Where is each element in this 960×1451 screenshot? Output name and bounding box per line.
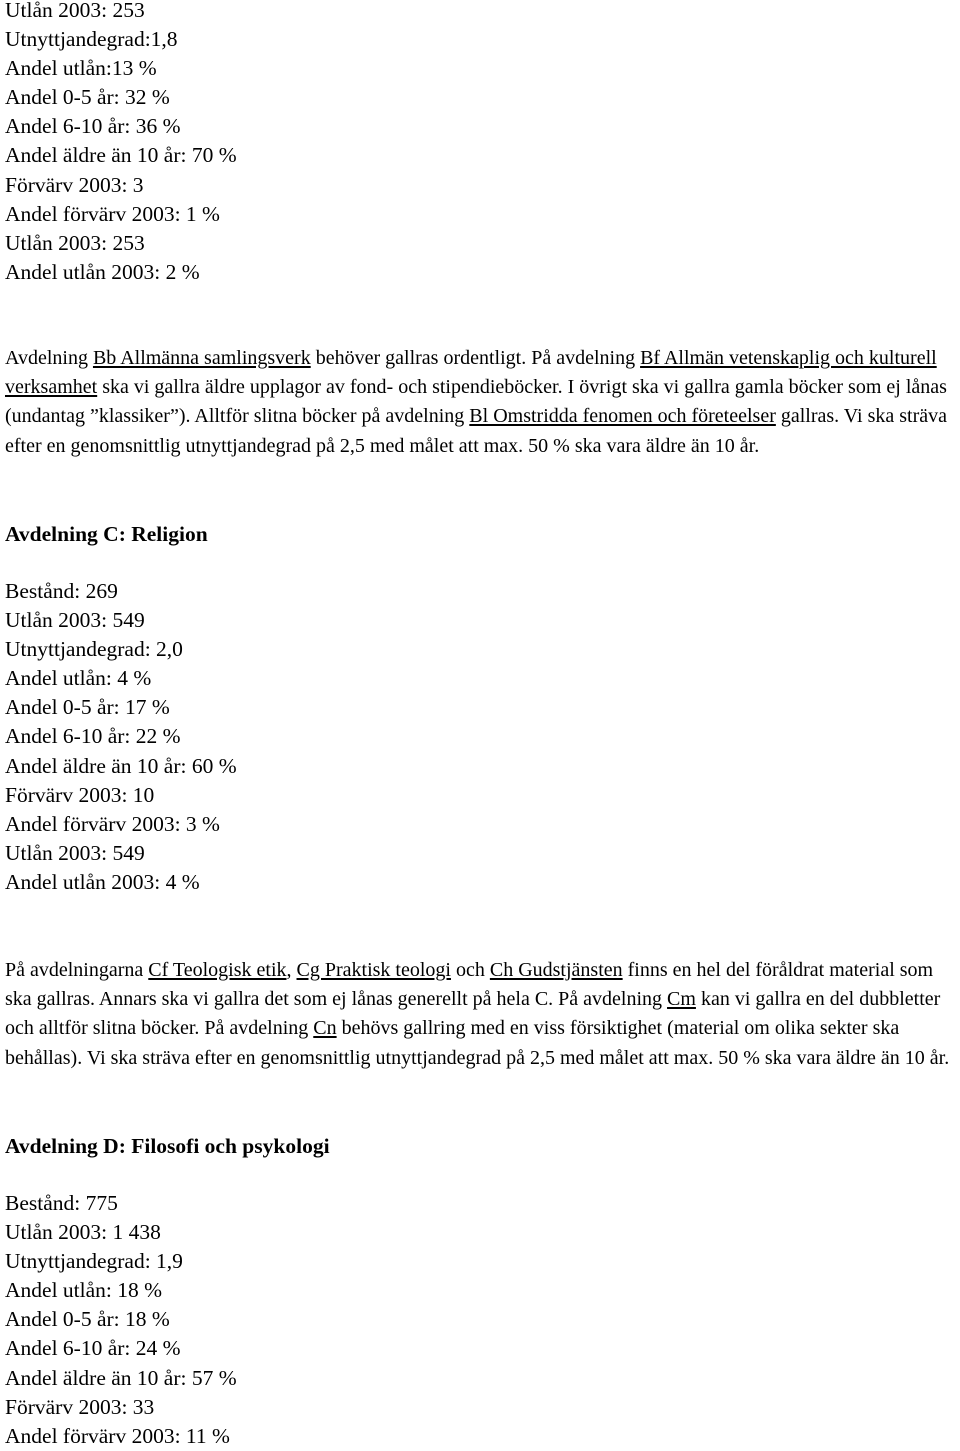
- stat-line: Andel 6-10 år: 24 %: [5, 1336, 181, 1361]
- d-stats-list: [5, 1189, 237, 1451]
- stat-line: Förvärv 2003: 10: [5, 782, 155, 807]
- bb-stats-list: [5, 0, 237, 287]
- para-text: ,: [286, 959, 297, 981]
- section-c-heading: Avdelning C: Religion: [5, 522, 208, 546]
- stat-line: Andel 0-5 år: 18 %: [5, 1307, 170, 1332]
- stat-line: Andel äldre än 10 år: 70 %: [5, 143, 237, 168]
- link-bl-omstridda-fenomen[interactable]: Bl Omstridda fenomen och företeelser: [469, 405, 776, 428]
- stat-line: Bestånd: 775: [5, 1191, 118, 1215]
- link-cf-teologisk-etik[interactable]: Cf Teologisk etik: [148, 959, 287, 981]
- section-d-heading: Avdelning D: Filosofi och psykologi: [5, 1134, 330, 1158]
- stat-line: Andel 0-5 år: 32 %: [5, 85, 170, 110]
- stat-line: Andel äldre än 10 år: 60 %: [5, 753, 237, 778]
- link-bf-allman-vetenskaplig[interactable]: Bf Allmän vetenskaplig och kulturell verksamhet: [5, 347, 937, 399]
- link-cg-praktisk-teologi[interactable]: Cg Praktisk teologi: [296, 959, 451, 981]
- stat-line: Andel utlån 2003: 4 %: [5, 869, 200, 894]
- link-bb-allmanna-samlingsverk[interactable]: Bb Allmänna samlingsverk: [92, 347, 311, 369]
- stat-line: Utlån 2003: 253: [5, 0, 145, 22]
- stat-line: Bestånd: 269: [5, 579, 118, 603]
- stat-line: Andel utlån:13 %: [5, 56, 157, 81]
- para-text: behövs gallring med en viss försiktighet (material om olika sekter ska behållas). Vi ska sträva efter en genomsnittlig utnyttjandegrad på 2,5 med målet att max. 50 % ska vara äldre än 10 år.: [5, 1017, 950, 1069]
- para-text: På avdelningarna: [5, 959, 149, 981]
- para-text: kan vi gallra en del dubbletter och alltför slitna böcker. På avdelning: [5, 988, 941, 1040]
- stat-line: Andel 0-5 år: 17 %: [5, 695, 170, 720]
- stat-line: Utnyttjandegrad: 2,0: [5, 637, 183, 662]
- stat-line: Andel 6-10 år: 22 %: [5, 724, 181, 749]
- para-text: gallras. Vi ska sträva efter en genomsnittlig utnyttjandegrad på 2,5 med målet att max. 50 % ska vara äldre än 10 år.: [5, 405, 948, 457]
- link-cn[interactable]: Cn: [313, 1017, 337, 1040]
- stat-line: Utlån 2003: 1 438: [5, 1220, 161, 1245]
- stat-line: Andel utlån: 18 %: [5, 1278, 163, 1303]
- stat-line: Utnyttjandegrad: 1,9: [5, 1249, 183, 1274]
- stat-line: Utlån 2003: 549: [5, 608, 145, 633]
- para-text: och: [450, 959, 490, 981]
- stat-line: Utlån 2003: 253: [5, 230, 145, 255]
- stat-line: Andel 6-10 år: 36 %: [5, 114, 181, 139]
- stat-line: Andel äldre än 10 år: 57 %: [5, 1365, 237, 1390]
- para-text: ska vi gallra äldre upplagor av fond- och stipendieböcker. I övrigt ska vi gallra gamla böcker som ej lånas (undantag ”klassiker”). Alltför slitna böcker på avdelning: [5, 376, 947, 428]
- stat-line: Utnyttjandegrad:1,8: [5, 27, 178, 52]
- stat-line: Andel utlån 2003: 2 %: [5, 259, 200, 284]
- stat-line: Förvärv 2003: 33: [5, 1394, 155, 1419]
- c-stats-list: [5, 577, 237, 897]
- stat-line: Andel förvärv 2003: 11 %: [5, 1423, 230, 1448]
- para-text: finns en hel del föråldrat material som ska gallras. Annars ska vi gallra det som ej lånas generellt på hela C. På avdelning: [5, 959, 934, 1011]
- link-ch-gudstjansten[interactable]: Ch Gudstjänsten: [489, 959, 623, 981]
- stat-line: Andel förvärv 2003: 1 %: [5, 201, 220, 226]
- b-gallring-paragraph: [5, 344, 960, 461]
- c-gallring-paragraph: [5, 956, 960, 1073]
- link-cm[interactable]: Cm: [667, 988, 696, 1011]
- para-text: behöver gallras ordentligt. På avdelning: [310, 347, 641, 369]
- stat-line: Utlån 2003: 549: [5, 840, 145, 865]
- stat-line: Andel förvärv 2003: 3 %: [5, 811, 220, 836]
- stat-line: Andel utlån: 4 %: [5, 666, 152, 691]
- para-text: Avdelning: [5, 347, 93, 369]
- stat-line: Förvärv 2003: 3: [5, 172, 144, 197]
